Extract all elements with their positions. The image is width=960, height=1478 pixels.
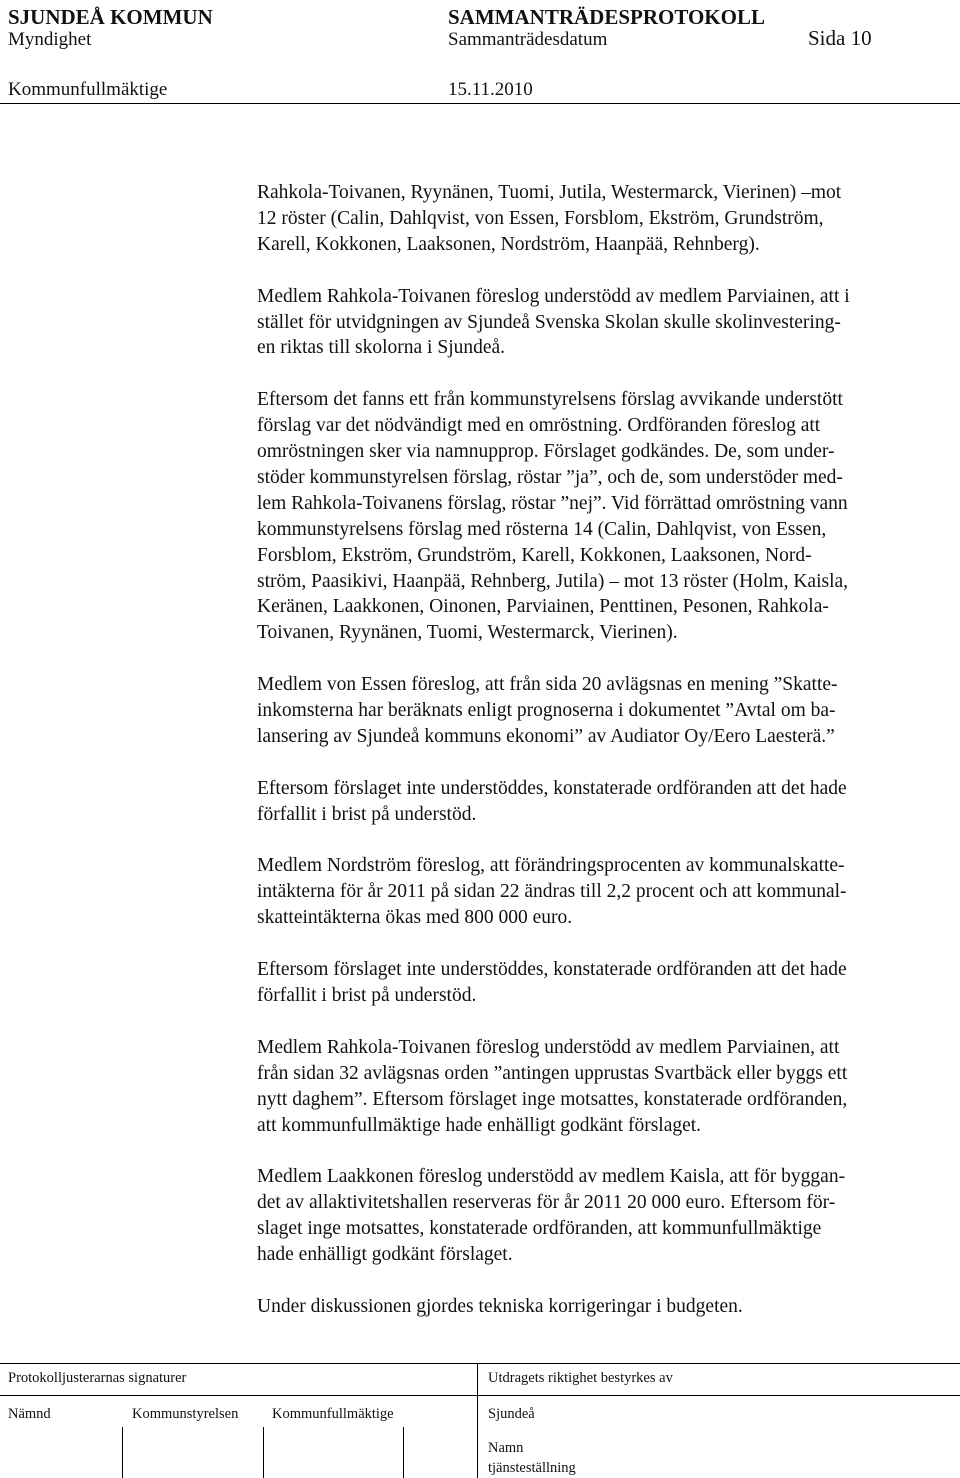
footer-column-divider xyxy=(477,1363,478,1478)
page-number: Sida 10 xyxy=(808,26,872,50)
text-line: Medlem Rahkola-Toivanen föreslog understödd av medlem Parviainen, att xyxy=(257,1036,840,1058)
paragraph xyxy=(257,672,947,750)
text-line: Rahkola-Toivanen, Ryynänen, Tuomi, Jutila, Westermarck, Vierinen) –mot xyxy=(257,182,842,203)
text-line: 12 röster (Calin, Dahlqvist, von Essen, Forsblom, Ekström, Grundström, xyxy=(257,207,824,229)
signatures-label: Protokolljusterarnas signaturer xyxy=(8,1370,187,1386)
column-kommunfullmaktige: Kommunfullmäktige xyxy=(272,1406,394,1422)
date-label: Sammanträdesdatum xyxy=(448,29,608,50)
extract-certified-label: Utdragets riktighet bestyrkes av xyxy=(488,1370,673,1386)
paragraph xyxy=(257,1164,947,1268)
text-line: hade enhälligt godkänt förslaget. xyxy=(257,1244,513,1266)
text-line: Medlem von Essen föreslog, att från sida 20 avlägsnas en mening ”Skatte- xyxy=(257,674,838,696)
text-line: lansering av Sjundeå kommuns ekonomi” av Audiator Oy/Eero Laesterä.” xyxy=(257,725,835,747)
text-line: stället för utvidgningen av Sjundeå Svenska Skolan skulle skolinvestering- xyxy=(257,311,841,333)
footer-top-rule xyxy=(0,1363,960,1364)
text-line: lem Rahkola-Toivanens förslag, röstar ”nej”. Vid förrättad omröstning vann xyxy=(257,492,848,514)
text-line: Under diskussionen gjordes tekniska korrigeringar i budgeten. xyxy=(257,1295,743,1317)
authority-label: Myndighet xyxy=(8,29,92,50)
text-line: kommunstyrelsens förslag med rösterna 14 (Calin, Dahlqvist, von Essen, xyxy=(257,518,827,540)
signature-box-divider xyxy=(122,1427,123,1478)
paragraph xyxy=(257,284,947,362)
text-line: Karell, Kokkonen, Laaksonen, Nordström, Haanpää, Rehnberg). xyxy=(257,233,760,255)
text-line: slaget inge motsattes, konstaterade ordföranden, att kommunfullmäktige xyxy=(257,1218,822,1240)
text-line: stöder kommunstyrelsen förslag, röstar ”ja”, och de, som understöder med- xyxy=(257,466,843,488)
column-kommunstyrelsen: Kommunstyrelsen xyxy=(132,1406,239,1422)
text-line: Forsblom, Ekström, Grundström, Karell, Kokkonen, Laaksonen, Nord- xyxy=(257,544,812,566)
text-line: Eftersom förslaget inte understöddes, konstaterade ordföranden att det hade xyxy=(257,959,847,981)
text-line: förfallit i brist på understöd. xyxy=(257,985,477,1006)
text-line: Medlem Laakkonen föreslog understödd av medlem Kaisla, att för byggan- xyxy=(257,1166,846,1188)
name-label: Namn xyxy=(488,1440,524,1456)
footer-mid-rule xyxy=(0,1395,960,1396)
paragraph xyxy=(257,776,947,828)
text-line: nytt daghem”. Eftersom förslaget inge motsattes, konstaterade ordföranden, xyxy=(257,1088,848,1110)
text-line: inkomsterna har beräknats enligt prognoserna i dokumentet ”Avtal om ba- xyxy=(257,700,836,722)
header-rule xyxy=(0,103,960,104)
meeting-date: 15.11.2010 xyxy=(448,79,533,100)
paragraph xyxy=(257,180,947,258)
text-line: ström, Paasikivi, Haanpää, Rehnberg, Jutila) – mot 13 röster (Holm, Kaisla, xyxy=(257,570,849,592)
paragraph xyxy=(257,387,947,646)
text-line: att kommunfullmäktige hade enhälligt godkänt förslaget. xyxy=(257,1114,702,1136)
text-line: Eftersom det fanns ett från kommunstyrelsens förslag avvikande understött xyxy=(257,389,843,411)
text-line: skatteintäkterna ökas med 800 000 euro. xyxy=(257,907,573,929)
text-line: Toivanen, Ryynänen, Tuomi, Westermarck, Vierinen). xyxy=(257,622,678,644)
text-line: det av allaktivitetshallen reserveras för år 2011 20 000 euro. Eftersom för- xyxy=(257,1192,836,1214)
text-line: Keränen, Laakkonen, Oinonen, Parviainen, Penttinen, Pesonen, Rahkola- xyxy=(257,596,829,618)
text-line: Medlem Nordström föreslog, att förändringsprocenten av kommunalskatte- xyxy=(257,855,845,877)
text-line: Medlem Rahkola-Toivanen föreslog understödd av medlem Parviainen, att i xyxy=(257,285,850,307)
paragraph xyxy=(257,1035,947,1139)
text-line: från sidan 32 avlägsnas orden ”antingen upprustas Svartbäck eller byggs ett xyxy=(257,1062,848,1084)
authority-name: Kommunfullmäktige xyxy=(8,79,168,100)
paragraph xyxy=(257,1294,947,1320)
text-line: förfallit i brist på understöd. xyxy=(257,803,477,825)
signature-box-divider xyxy=(403,1427,404,1478)
text-line: förslag var det nödvändigt med en omröstning. Ordföranden föreslog att xyxy=(257,415,821,437)
document-type: SAMMANTRÄDESPROTOKOLL xyxy=(448,5,765,29)
text-line: intäkterna för år 2011 på sidan 22 ändras till 2,2 procent och att kommunal- xyxy=(257,881,847,903)
paragraph xyxy=(257,957,947,1009)
signature-box-divider xyxy=(263,1427,264,1478)
paragraph xyxy=(257,853,947,931)
position-label: tjänsteställning xyxy=(488,1460,576,1476)
text-line: en riktas till skolorna i Sjundeå. xyxy=(257,337,506,359)
municipality-name: SJUNDEÅ KOMMUN xyxy=(8,5,213,29)
text-line: Eftersom förslaget inte understöddes, konstaterade ordföranden att det hade xyxy=(257,777,847,799)
column-namnd: Nämnd xyxy=(8,1406,51,1422)
text-line: omröstningen sker via namnupprop. Förslaget godkändes. De, som under- xyxy=(257,441,835,463)
footer-place: Sjundeå xyxy=(488,1406,535,1422)
body-text xyxy=(257,180,947,1320)
